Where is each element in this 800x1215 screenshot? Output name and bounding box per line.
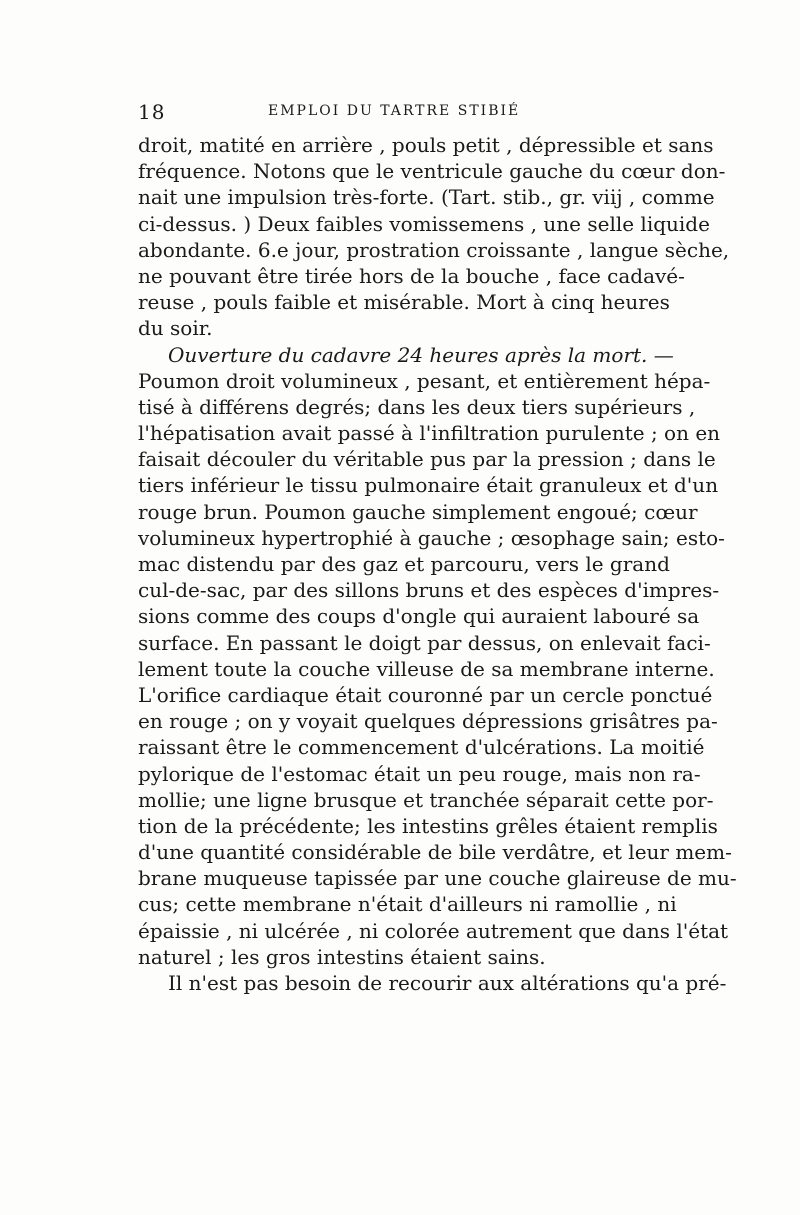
text-line: en rouge ; on y voyait quelques dépressions grisâtres pa- <box>138 709 718 734</box>
text-line: raissant être le commencement d'ulcérations. La moitié <box>138 735 705 760</box>
page-number: 18 <box>138 100 166 124</box>
text-line: mollie; une ligne brusque et tranchée séparait cette por- <box>138 787 714 812</box>
text-line: faisait découler du véritable pus par la pression ; dans le <box>138 447 716 472</box>
text-line: Il n'est pas besoin de recourir aux altérations qu'a pré- <box>168 971 727 995</box>
text-line: fréquence. Notons que le ventricule gauche du cœur don- <box>138 159 726 184</box>
text-line: reuse , pouls faible et misérable. Mort à cinq heures <box>138 290 670 315</box>
text-line: droit, matité en arrière , pouls petit , dépressible et sans <box>138 133 714 157</box>
text-line: volumineux hypertrophié à gauche ; œsophage sain; esto- <box>138 525 725 550</box>
text-line: cus; cette membrane n'était d'ailleurs ni ramollie , ni <box>138 892 677 917</box>
text-line: pylorique de l'estomac était un peu rouge, mais non ra- <box>138 761 701 786</box>
text-line: nait une impulsion très-forte. (Tart. stib., gr. viij , comme <box>138 185 715 210</box>
text-line: épaissie , ni ulcérée , ni colorée autrement que dans l'état <box>138 918 729 943</box>
page-header <box>138 100 678 126</box>
text-line: mac distendu par des gaz et parcouru, vers le grand <box>138 552 670 576</box>
text-line: Poumon droit volumineux , pesant, et entièrement hépa- <box>138 368 711 393</box>
text-line: tion de la précédente; les intestins grêles étaient remplis <box>138 813 718 838</box>
text-line: du soir. <box>138 316 213 341</box>
text-line: abondante. 6.e jour, prostration croissante , langue sèche, <box>138 237 730 262</box>
text-line: naturel ; les gros intestins étaient sains. <box>138 944 546 969</box>
text-line: ci-dessus. ) Deux faibles vomissemens , une selle liquide <box>138 211 710 236</box>
text-line: cul-de-sac, par des sillons bruns et des espèces d'impres- <box>138 578 720 603</box>
text-line: lement toute la couche villeuse de sa membrane interne. <box>138 656 715 681</box>
running-head: EMPLOI DU TARTRE STIBIÉ <box>268 103 521 119</box>
text-line: surface. En passant le doigt par dessus, on enlevait faci- <box>138 630 711 655</box>
text-line: L'orifice cardiaque était couronné par un cercle ponctué <box>138 682 713 707</box>
text-line: sions comme des coups d'ongle qui auraient labouré sa <box>138 604 700 629</box>
body-text <box>138 132 737 996</box>
text-line: tiers inférieur le tissu pulmonaire était granuleux et d'un <box>138 473 719 498</box>
section-heading-line: Ouverture du cadavre 24 heures après la mort. — <box>168 342 674 367</box>
text-line: d'une quantité considérable de bile verdâtre, et leur mem- <box>138 840 732 865</box>
text-line: l'hépatisation avait passé à l'infiltration purulente ; on en <box>138 421 721 446</box>
text-line: brane muqueuse tapissée par une couche glaireuse de mu- <box>138 866 737 891</box>
text-line: ne pouvant être tirée hors de la bouche , face cadavé- <box>138 263 685 288</box>
text-line: tisé à différens degrés; dans les deux tiers supérieurs , <box>138 394 696 419</box>
text-line: rouge brun. Poumon gauche simplement engoué; cœur <box>138 499 698 524</box>
